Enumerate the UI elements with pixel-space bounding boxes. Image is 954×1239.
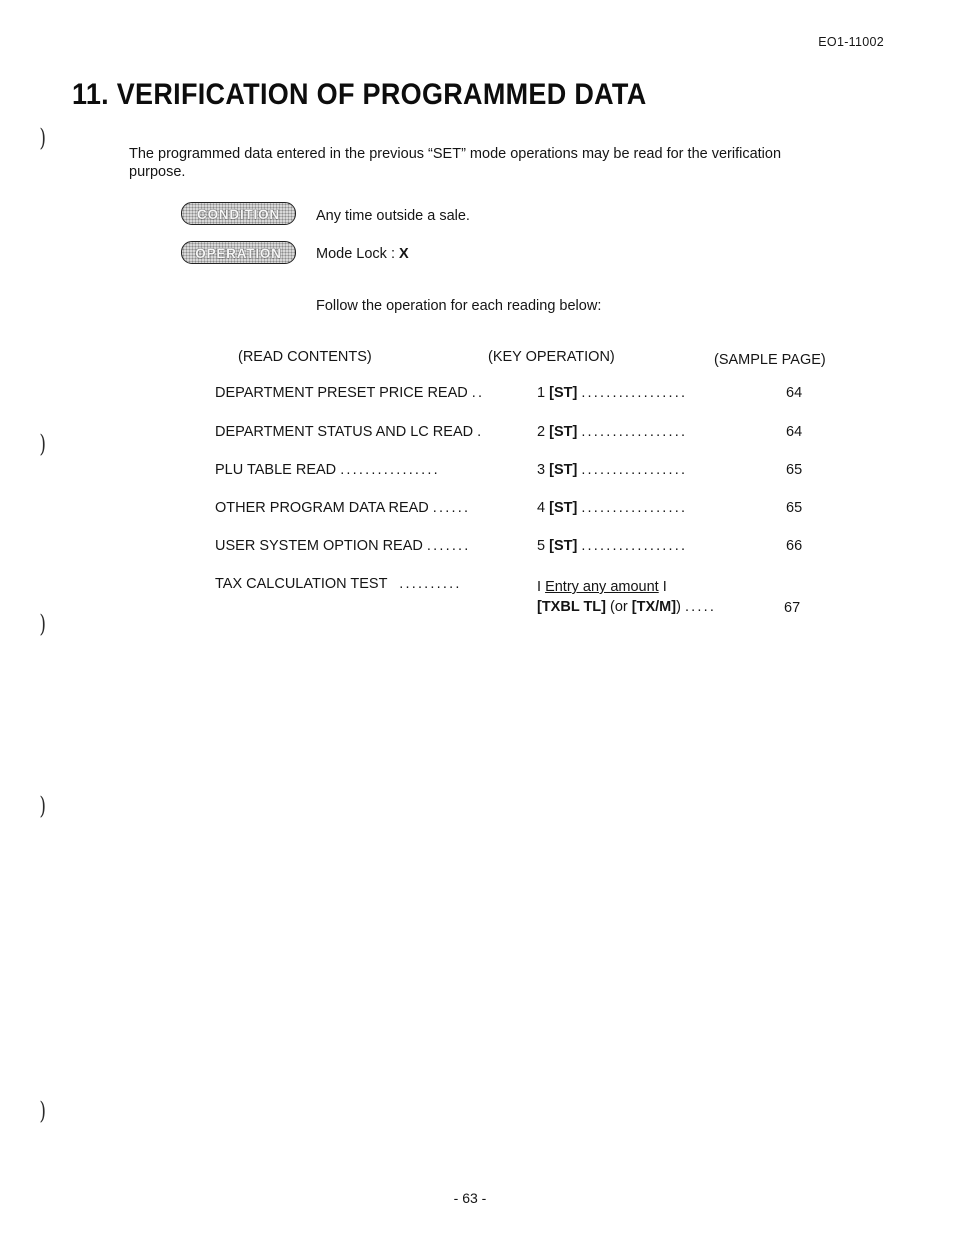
column-header-sample-page: (SAMPLE PAGE) <box>714 352 826 368</box>
mode-lock-value: X <box>399 246 409 262</box>
reading-row <box>0 385 954 405</box>
binding-hole-mark: ) <box>39 792 46 820</box>
row-label: OTHER PROGRAM DATA READ ...... <box>215 500 471 516</box>
tax-sample-page: 67 <box>784 600 801 616</box>
entry-amount-instruction: I Entry any amount I <box>537 579 667 595</box>
row-key-operation: 1 [ST] ................. <box>537 385 688 401</box>
row-key-operation: 4 [ST] ................. <box>537 500 688 516</box>
row-key-operation: 5 [ST] ................. <box>537 538 688 554</box>
row-sample-page: 65 <box>786 462 803 478</box>
binding-hole-mark: ) <box>39 124 46 152</box>
column-header-key-operation: (KEY OPERATION) <box>488 349 615 365</box>
document-number: EO1-11002 <box>818 35 884 49</box>
reading-row <box>0 500 954 520</box>
row-sample-page: 65 <box>786 500 803 516</box>
row-key-operation: 2 [ST] ................. <box>537 424 688 440</box>
operation-badge: OPERATION <box>181 241 296 264</box>
mode-lock-label: Mode Lock : <box>316 246 400 262</box>
condition-badge: CONDITION <box>181 202 296 225</box>
tax-calculation-row <box>0 576 954 596</box>
row-sample-page: 66 <box>786 538 803 554</box>
row-label: PLU TABLE READ ................ <box>215 462 440 478</box>
row-label: TAX CALCULATION TEST .......... <box>215 576 462 592</box>
row-label: DEPARTMENT PRESET PRICE READ .. <box>215 385 485 401</box>
follow-instruction: Follow the operation for each reading below: <box>316 298 602 314</box>
reading-row <box>0 538 954 558</box>
section-title: 11. VERIFICATION OF PROGRAMMED DATA <box>72 78 647 111</box>
page-number: - 63 - <box>453 1190 487 1206</box>
column-header-read-contents: (READ CONTENTS) <box>238 349 372 365</box>
binding-hole-mark: ) <box>39 1097 46 1125</box>
intro-paragraph: The programmed data entered in the previous “SET” mode operations may be read for the verification purpose. <box>129 146 782 180</box>
condition-text: Any time outside a sale. <box>316 208 470 224</box>
operation-text <box>316 246 409 262</box>
reading-row <box>0 424 954 444</box>
row-label: USER SYSTEM OPTION READ ....... <box>215 538 471 554</box>
row-label: DEPARTMENT STATUS AND LC READ . <box>215 424 484 440</box>
row-key-operation: 3 [ST] ................. <box>537 462 688 478</box>
reading-row <box>0 462 954 482</box>
row-sample-page: 64 <box>786 385 803 401</box>
binding-hole-mark: ) <box>39 430 46 458</box>
tax-key-operation: [TXBL TL] (or [TX/M]) ..... <box>537 599 717 615</box>
binding-hole-mark: ) <box>39 610 46 638</box>
row-sample-page: 64 <box>786 424 803 440</box>
